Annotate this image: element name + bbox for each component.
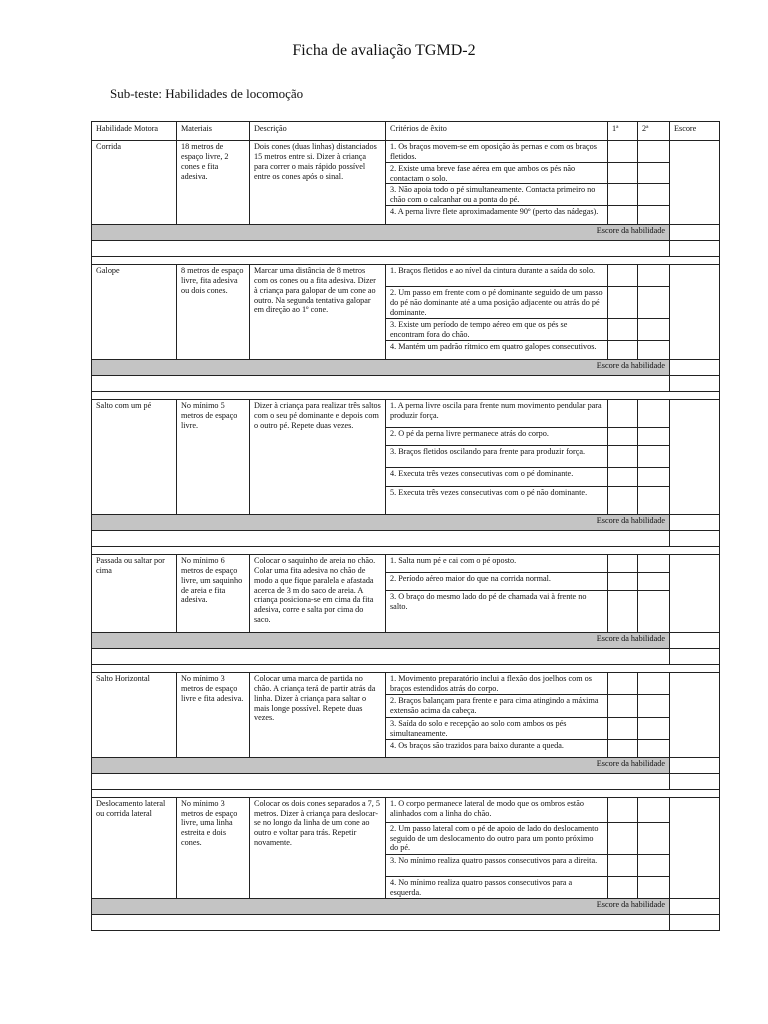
skill-score-label: Escore da habilidade [92, 360, 670, 376]
page-title: Ficha de avaliação TGMD-2 [292, 42, 476, 59]
attempt-1-cell[interactable] [608, 555, 638, 573]
skill-materials: No mínimo 3 metros de espaço livre, uma linha estreita e dois cones. [177, 797, 250, 898]
attempt-2-cell[interactable] [638, 428, 670, 446]
attempt-2-cell[interactable] [638, 141, 670, 163]
blank-score-cell [670, 649, 720, 665]
skill-name: Salto com um pé [92, 400, 177, 515]
criterion-text: 4. A perna livre flete aproximadamente 90º (perto das nádegas). [386, 206, 608, 225]
blank-row [92, 914, 720, 930]
header-criteria: Critérios de êxito [386, 122, 608, 141]
criterion-row [92, 265, 720, 287]
score-cell[interactable] [670, 555, 720, 633]
attempt-2-cell[interactable] [638, 162, 670, 184]
gap-cell [92, 665, 720, 673]
skill-score-value[interactable] [670, 633, 720, 649]
attempt-2-cell[interactable] [638, 854, 670, 876]
section-gap-row [92, 789, 720, 797]
attempt-1-cell[interactable] [608, 287, 638, 319]
blank-cell [92, 649, 670, 665]
attempt-1-cell[interactable] [608, 573, 638, 591]
skill-score-value[interactable] [670, 898, 720, 914]
skill-score-value[interactable] [670, 515, 720, 531]
blank-cell [92, 241, 670, 257]
criterion-text: 3. Saída do solo e recepção ao solo com ambos os pés simultaneamente. [386, 718, 608, 740]
attempt-1-cell[interactable] [608, 428, 638, 446]
criterion-text: 2. Período aéreo maior do que na corrida normal. [386, 573, 608, 591]
skill-name: Corrida [92, 141, 177, 225]
criterion-text: 1. O corpo permanece lateral de modo que os ombros estão alinhados com a linha do chão. [386, 797, 608, 822]
skill-materials: No mínimo 3 metros de espaço livre e fita adesiva. [177, 673, 250, 758]
attempt-1-cell[interactable] [608, 487, 638, 515]
skill-score-value[interactable] [670, 757, 720, 773]
attempt-2-cell[interactable] [638, 400, 670, 428]
attempt-2-cell[interactable] [638, 555, 670, 573]
criterion-text: 1. Os braços movem-se em oposição às pernas e com os braços fletidos. [386, 141, 608, 163]
attempt-1-cell[interactable] [608, 400, 638, 428]
section-gap-row [92, 547, 720, 555]
attempt-1-cell[interactable] [608, 265, 638, 287]
attempt-1-cell[interactable] [608, 184, 638, 206]
score-cell[interactable] [670, 673, 720, 758]
score-cell[interactable] [670, 141, 720, 225]
criterion-text: 5. Executa três vezes consecutivas com o pé não dominante. [386, 487, 608, 515]
header-attempt-1: 1ª [608, 122, 638, 141]
section-gap-row [92, 392, 720, 400]
skill-description: Dizer à criança para realizar três saltos com o seu pé dominante e depois com o outro pé. Repete duas vezes. [250, 400, 386, 515]
score-cell[interactable] [670, 400, 720, 515]
skill-score-row [92, 898, 720, 914]
criterion-text: 1. Salta num pé e cai com o pé oposto. [386, 555, 608, 573]
criterion-text: 1. Braços fletidos e ao nível da cintura durante a saída do solo. [386, 265, 608, 287]
skill-score-row [92, 757, 720, 773]
blank-cell [92, 773, 670, 789]
evaluation-table [91, 121, 720, 931]
skill-materials: No mínimo 6 metros de espaço livre, um saquinho de areia e fita adesiva. [177, 555, 250, 633]
criterion-text: 3. Existe um período de tempo aéreo em que os pés se encontram fora do chão. [386, 319, 608, 341]
attempt-1-cell[interactable] [608, 206, 638, 225]
attempt-1-cell[interactable] [608, 446, 638, 468]
table-body [92, 141, 720, 931]
skill-score-row [92, 360, 720, 376]
attempt-1-cell[interactable] [608, 822, 638, 854]
attempt-1-cell[interactable] [608, 854, 638, 876]
criterion-text: 4. Mantém um padrão rítmico em quatro galopes consecutivos. [386, 341, 608, 360]
header-description: Descrição [250, 122, 386, 141]
skill-score-value[interactable] [670, 360, 720, 376]
blank-row [92, 376, 720, 392]
criterion-text: 2. Um passo em frente com o pé dominante seguido de um passo do pé não dominante até a uma posição adjacente ou atrás do pé dominante. [386, 287, 608, 319]
header-score: Escore [670, 122, 720, 141]
criterion-row [92, 555, 720, 573]
header-skill: Habilidade Motora [92, 122, 177, 141]
attempt-1-cell[interactable] [608, 162, 638, 184]
skill-name: Passada ou saltar por cima [92, 555, 177, 633]
attempt-1-cell[interactable] [608, 319, 638, 341]
skill-score-row [92, 225, 720, 241]
attempt-2-cell[interactable] [638, 822, 670, 854]
attempt-2-cell[interactable] [638, 591, 670, 633]
section-gap-row [92, 665, 720, 673]
gap-cell [92, 392, 720, 400]
skill-description: Colocar uma marca de partida no chão. A criança terá de partir atrás da linha. Dizer à criança para saltar o mais longe possível. Repete duas vezes. [250, 673, 386, 758]
attempt-1-cell[interactable] [608, 718, 638, 740]
attempt-1-cell[interactable] [608, 468, 638, 487]
subtest-title: Sub-teste: Habilidades de locomoção [110, 86, 304, 101]
attempt-1-cell[interactable] [608, 739, 638, 757]
header-materials: Materiais [177, 122, 250, 141]
attempt-2-cell[interactable] [638, 487, 670, 515]
attempt-2-cell[interactable] [638, 876, 670, 898]
gap-cell [92, 547, 720, 555]
blank-score-cell [670, 914, 720, 930]
blank-score-cell [670, 241, 720, 257]
criterion-text: 2. O pé da perna livre permanece atrás do corpo. [386, 428, 608, 446]
table-header-row [92, 122, 720, 141]
attempt-2-cell[interactable] [638, 265, 670, 287]
skill-score-value[interactable] [670, 225, 720, 241]
skill-materials: No mínimo 5 metros de espaço livre. [177, 400, 250, 515]
blank-cell [92, 376, 670, 392]
gap-cell [92, 257, 720, 265]
criterion-text: 4. Executa três vezes consecutivas com o pé dominante. [386, 468, 608, 487]
skill-materials: 8 metros de espaço livre, fita adesiva ou dois cones. [177, 265, 250, 360]
criterion-text: 2. Existe uma breve fase aérea em que ambos os pés não contactam o solo. [386, 162, 608, 184]
attempt-1-cell[interactable] [608, 591, 638, 633]
attempt-2-cell[interactable] [638, 206, 670, 225]
criterion-text: 3. No mínimo realiza quatro passos consecutivos para a direita. [386, 854, 608, 876]
blank-row [92, 773, 720, 789]
skill-materials: 18 metros de espaço livre, 2 cones e fita adesiva. [177, 141, 250, 225]
attempt-2-cell[interactable] [638, 739, 670, 757]
criterion-text: 2. Braços balançam para frente e para cima atingindo a máxima extensão acima da cabeça. [386, 695, 608, 718]
criterion-text: 4. No mínimo realiza quatro passos consecutivos para a esquerda. [386, 876, 608, 898]
attempt-2-cell[interactable] [638, 797, 670, 822]
attempt-2-cell[interactable] [638, 319, 670, 341]
gap-cell [92, 789, 720, 797]
attempt-1-cell[interactable] [608, 876, 638, 898]
criterion-text: 4. Os braços são trazidos para baixo durante a queda. [386, 739, 608, 757]
skill-description: Colocar o saquinho de areia no chão. Colar uma fita adesiva no chão de modo a que fique paralela e afastada acerca de 3 m do saco de areia. A criança posiciona-se em cima da fita adesiva, corre e salta por cima do saco. [250, 555, 386, 633]
skill-score-label: Escore da habilidade [92, 515, 670, 531]
attempt-2-cell[interactable] [638, 446, 670, 468]
skill-score-label: Escore da habilidade [92, 633, 670, 649]
skill-score-label: Escore da habilidade [92, 225, 670, 241]
attempt-2-cell[interactable] [638, 673, 670, 695]
skill-name: Deslocamento lateral ou corrida lateral [92, 797, 177, 898]
blank-score-cell [670, 531, 720, 547]
attempt-2-cell[interactable] [638, 718, 670, 740]
blank-row [92, 531, 720, 547]
criterion-text: 3. O braço do mesmo lado do pé de chamada vai à frente no salto. [386, 591, 608, 633]
skill-description: Marcar uma distância de 8 metros com os cones ou a fita adesiva. Dizer à criança para galopar de um cone ao outro. Na segunda tentativa galopar em direção ao 1º cone. [250, 265, 386, 360]
attempt-1-cell[interactable] [608, 797, 638, 822]
blank-score-cell [670, 773, 720, 789]
criterion-text: 1. A perna livre oscila para frente num movimento pendular para produzir força. [386, 400, 608, 428]
attempt-2-cell[interactable] [638, 184, 670, 206]
skill-description: Dois cones (duas linhas) distanciados 15 metros entre si. Dizer à criança para correr o mais rápido possível entre os cones após o sinal. [250, 141, 386, 225]
blank-row [92, 649, 720, 665]
score-cell[interactable] [670, 265, 720, 360]
attempt-1-cell[interactable] [608, 695, 638, 718]
criterion-text: 2. Um passo lateral com o pé de apoio de lado do deslocamento seguido de um deslocamento do outro para um ponto próximo do pé. [386, 822, 608, 854]
attempt-2-cell[interactable] [638, 468, 670, 487]
criterion-text: 3. Braços fletidos oscilando para frente para produzir força. [386, 446, 608, 468]
skill-description: Colocar os dois cones separados a 7, 5 metros. Dizer à criança para deslocar-se no longo da linha de um cone ao outro e voltar para trás. Repetir novamente. [250, 797, 386, 898]
blank-cell [92, 914, 670, 930]
attempt-2-cell[interactable] [638, 287, 670, 319]
blank-row [92, 241, 720, 257]
skill-score-row [92, 633, 720, 649]
skill-score-label: Escore da habilidade [92, 898, 670, 914]
criterion-text: 1. Movimento preparatório inclui a flexão dos joelhos com os braços estendidos atrás do corpo. [386, 673, 608, 695]
criterion-text: 3. Não apoia todo o pé simultaneamente. Contacta primeiro no chão com o calcanhar ou a ponta do pé. [386, 184, 608, 206]
skill-score-row [92, 515, 720, 531]
criterion-row [92, 673, 720, 695]
attempt-1-cell[interactable] [608, 141, 638, 163]
score-cell[interactable] [670, 797, 720, 898]
blank-score-cell [670, 376, 720, 392]
section-gap-row [92, 257, 720, 265]
blank-cell [92, 531, 670, 547]
header-attempt-2: 2ª [638, 122, 670, 141]
criterion-row [92, 400, 720, 428]
attempt-2-cell[interactable] [638, 573, 670, 591]
criterion-row [92, 141, 720, 163]
skill-score-label: Escore da habilidade [92, 757, 670, 773]
attempt-1-cell[interactable] [608, 673, 638, 695]
skill-name: Galope [92, 265, 177, 360]
attempt-2-cell[interactable] [638, 341, 670, 360]
criterion-row [92, 797, 720, 822]
attempt-2-cell[interactable] [638, 695, 670, 718]
skill-name: Salto Horizontal [92, 673, 177, 758]
attempt-1-cell[interactable] [608, 341, 638, 360]
